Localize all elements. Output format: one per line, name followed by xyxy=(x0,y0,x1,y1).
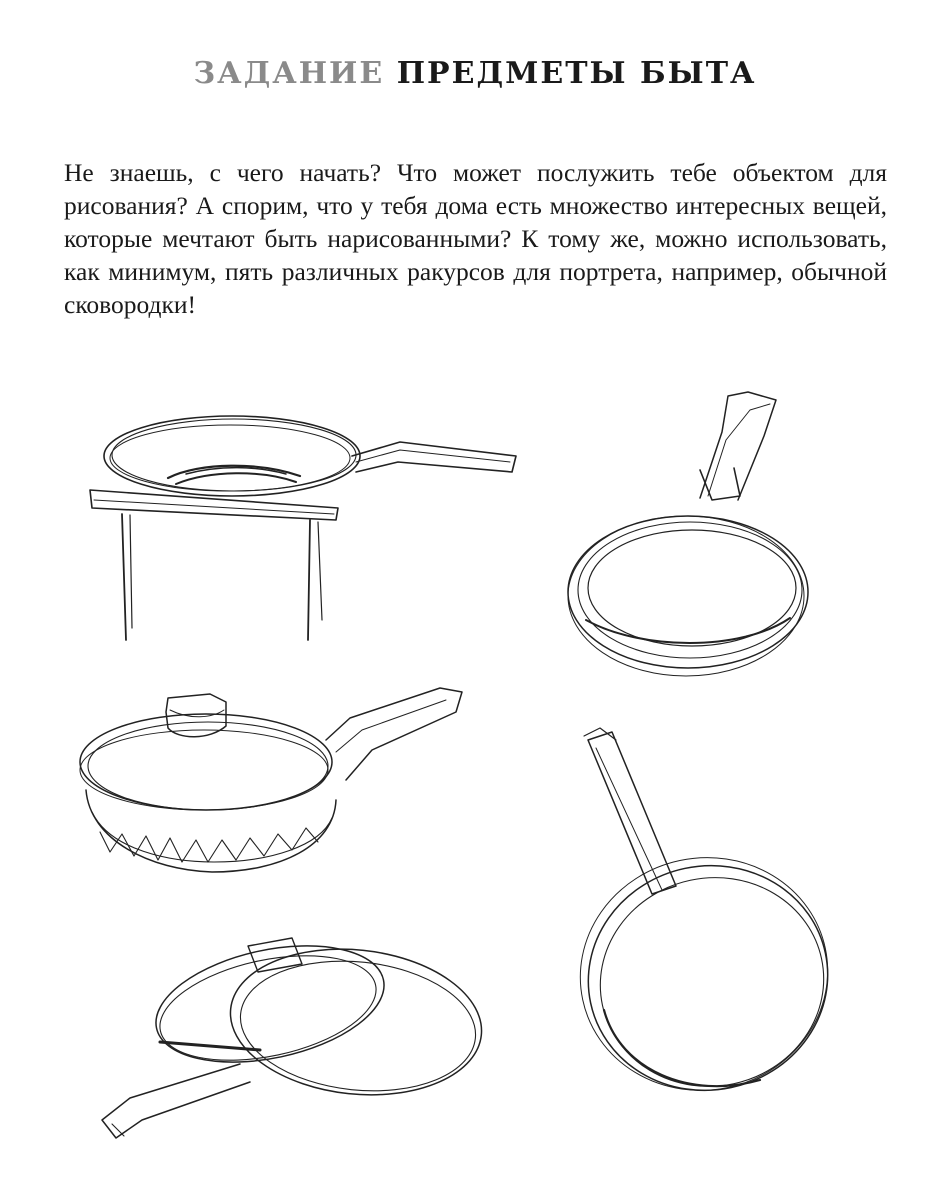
page-title-prefix: ЗАДАНИЕ xyxy=(193,56,385,91)
sketch-pan-and-lid-tilted xyxy=(102,927,489,1138)
page-title-main: ПРЕДМЕТЫ БЫТА xyxy=(396,56,757,91)
sketch-pan-top-view xyxy=(568,392,808,676)
intro-paragraph: Не знаешь, с чего начать? Что может послужить тебе объектом для рисования? А спорим, что у тебя дома есть множество интересных вещей, которые мечтают быть нарисованными? К тому же, можно использовать, как минимум, пять различных ракурсов для портрета, например, обычной сковородки! xyxy=(64,158,887,319)
sketch-pan-angled xyxy=(559,728,850,1113)
page-title xyxy=(0,56,950,91)
sketch-pan-on-table xyxy=(90,416,516,640)
sketch-pan-with-lid-side xyxy=(80,688,462,872)
